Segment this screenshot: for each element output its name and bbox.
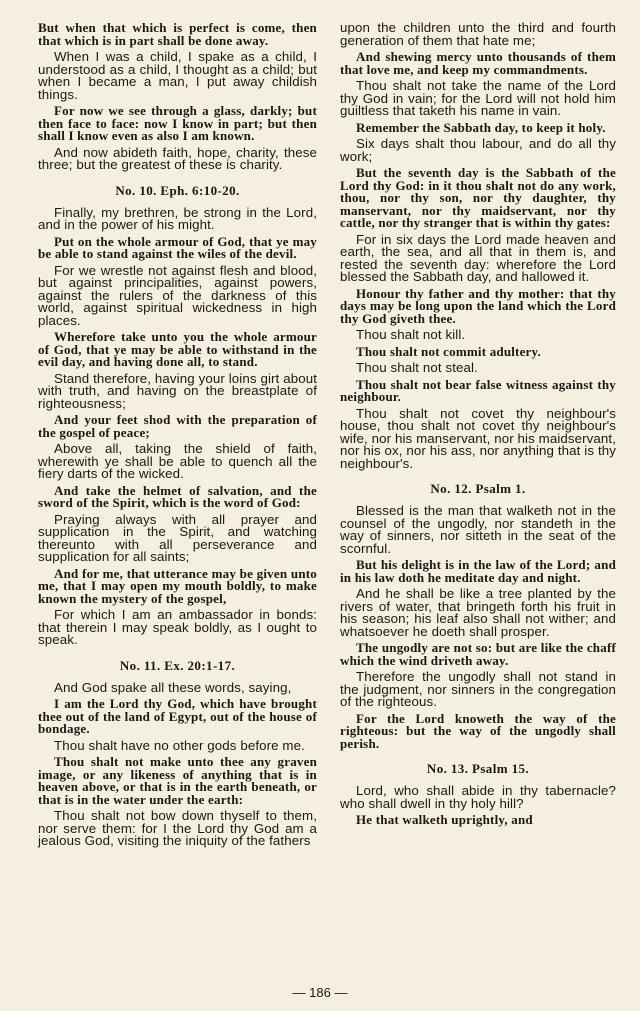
right-column [340,22,616,852]
leader-verse: When I was a child, I spake as a child, I understood as a child, I thought as a child; but when I became a man, I put away childish things. [38,49,317,102]
leader-verse: And now abideth faith, hope, charity, these three; but the greatest of these is charity. [38,144,317,172]
leader-verse: For which I am an ambassador in bonds: that therein I may speak boldly, as I ought to speak. [38,607,317,647]
leader-verse: Above all, taking the shield of faith, wherewith ye shall be able to quench all the fiery darts of the wicked. [38,441,317,481]
section-heading: No. 12. Psalm 1. [430,481,526,496]
leader-verse: Thou shalt not steal. [356,360,478,375]
leader-verse: Thou shalt not kill. [356,327,466,342]
responsive-verse-bold: Thou shalt not commit adultery. [356,343,541,359]
responsive-verse-bold: Put on the whole armour of God, that ye may be able to stand against the wiles of the devil. [38,233,317,261]
responsive-verse-bold: For now we see through a glass, darkly; but then face to face: now I know in part; but then shall I know even as also I am known. [38,103,317,143]
responsive-verse-bold: For the Lord knoweth the way of the righteous: but the way of the ungodly shall perish. [340,710,616,751]
responsive-verse-bold: But his delight is in the law of the Lord; and in his law doth he meditate day and night. [340,557,616,585]
section-heading: No. 10. Eph. 6:10-20. [115,182,240,198]
section-heading: No. 11. Ex. 20:1-17. [119,657,236,673]
left-column [38,22,317,852]
leader-verse: Finally, my brethren, be strong in the Lord, and in the power of his might. [38,204,317,232]
leader-verse: Six days shalt thou labour, and do all thy work; [340,136,616,164]
leader-verse: And God spake all these words, saying, [54,679,292,695]
leader-verse: Thou shalt not bow down thyself to them, nor serve them: for I the Lord thy God am a jealous God, visiting the iniquity of the fathers [38,808,317,848]
responsive-verse-bold: He that walketh uprightly, and [356,812,533,827]
responsive-verse-bold: And shewing mercy unto thousands of them that love me, and keep my commandments. [340,49,616,77]
leader-verse: Thou shalt not take the name of the Lord thy God in vain; for the Lord will not hold him guiltless that taketh his name in vain. [340,78,616,118]
leader-verse: Praying always with all prayer and supplication in the Spirit, and watching thereunto with all perseverance and supplication for all saints; [38,511,317,564]
responsive-verse-bold: And take the helmet of salvation, and the sword of the Spirit, which is the word of God: [38,482,317,510]
responsive-verse-bold: I am the Lord thy God, which have brought thee out of the land of Egypt, out of the house of bondage. [38,696,317,736]
leader-verse: Thou shalt have no other gods before me. [54,737,305,753]
leader-verse: Lord, who shall abide in thy tabernacle? who shall dwell in thy holy hill? [340,783,616,811]
responsive-verse-bold: The ungodly are not so: but are like the chaff which the wind driveth away. [340,640,616,668]
leader-verse: Thou shalt not covet thy neighbour's house, thou shalt not covet thy neighbour's wife, nor his manservant, nor his maidservant, nor his ox, nor his ass, nor anything that is thy neighbour's. [340,405,616,471]
leader-verse: upon the children unto the third and fourth generation of them that hate me; [340,20,616,48]
responsive-verse-bold: Honour thy father and thy mother: that thy days may be long upon the land which the Lord thy God giveth thee. [340,285,616,326]
responsive-verse-bold: But when that which is perfect is come, then that which is in part shall be done away. [38,20,317,48]
responsive-verse-bold: Thou shalt not make unto thee any graven image, or any likeness of anything that is in heaven above, or that is in the earth beneath, or that is in the water under the earth: [38,754,317,807]
leader-verse: Blessed is the man that walketh not in the counsel of the ungodly, nor standeth in the way of sinners, nor sitteth in the seat of the scornful. [340,503,616,556]
responsive-verse-bold: But the seventh day is the Sabbath of the Lord thy God: in it thou shalt not do any work, thou, nor thy son, nor thy daughter, thy manservant, nor thy maidservant, nor thy cattle, nor thy stranger that is within thy gates: [340,165,616,230]
leader-verse: Stand therefore, having your loins girt about with truth, and having on the breastplate of righteousness; [38,370,317,411]
page-number: — 186 — [292,985,348,1000]
responsive-verse-bold: Wherefore take unto you the whole armour of God, that ye may be able to withstand in the evil day, and having done all, to stand. [38,329,317,369]
responsive-verse-bold: And for me, that utterance may be given unto me, that I may open my mouth boldly, to make known the mystery of the gospel, [38,565,317,606]
responsive-verse-bold: Remember the Sabbath day, to keep it holy. [356,119,606,135]
two-column-text [38,22,616,852]
leader-verse: And he shall be like a tree planted by the rivers of water, that bringeth forth his fruit in his season; his leaf also shall not wither; and whatsoever he doeth shall prosper. [340,586,616,639]
responsive-verse-bold: And your feet shod with the preparation of the gospel of peace; [38,412,317,440]
responsive-verse-bold: Thou shalt not bear false witness against thy neighbour. [340,376,616,404]
leader-verse: For in six days the Lord made heaven and earth, the sea, and all that in them is, and rested the seventh day: wherefore the Lord blessed the Sabbath day, and hallowed it. [340,231,616,284]
leader-verse: For we wrestle not against flesh and blood, but against principalities, against powers, against the rulers of the darkness of this world, against spiritual wickedness in high places. [38,262,317,328]
leader-verse: Therefore the ungodly shall not stand in the judgment, nor sinners in the congregation of the righteous. [340,669,616,709]
section-heading: No. 13. Psalm 15. [426,761,530,776]
